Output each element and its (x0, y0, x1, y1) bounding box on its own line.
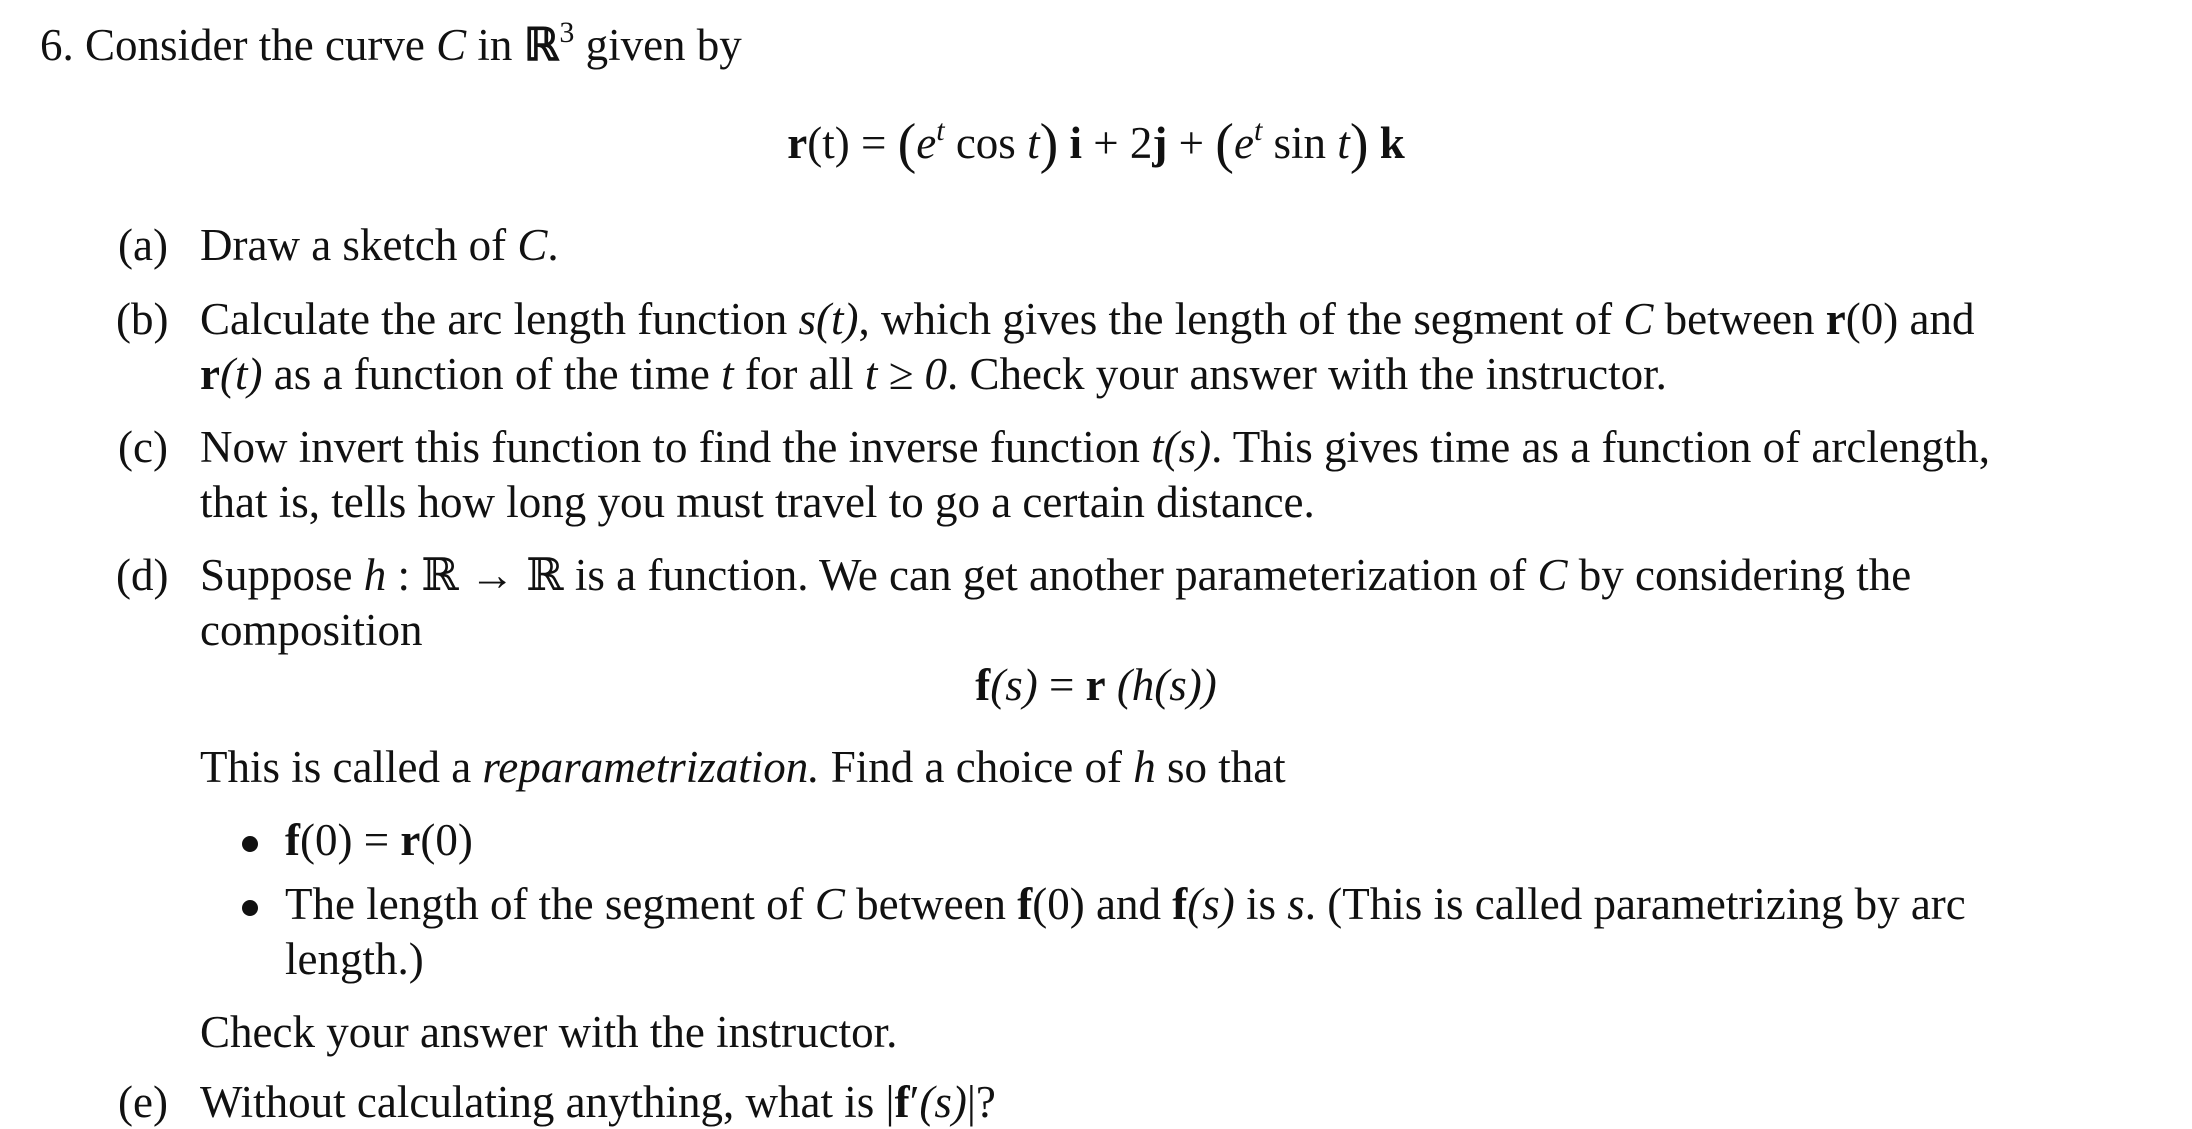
part-d-line3: This is called a reparametrization. Find a choice of h so that (200, 742, 1286, 792)
part-e-label: (e) (118, 1077, 168, 1127)
intro-text-after: given by (585, 20, 742, 70)
bullet-2-line2: length.) (285, 934, 424, 984)
part-c-line2: that is, tells how long you must travel to go a certain distance. (200, 477, 1315, 527)
part-d-line1: Suppose h : ℝ → ℝ is a function. We can get another parameterization of C by considering the (200, 550, 1912, 600)
bullet-2-line1: The length of the segment of C between f(0) and f(s) is s. (This is called parametrizing by arc (285, 879, 1966, 929)
part-c-label: (c) (118, 422, 168, 472)
bullet-marker (242, 836, 258, 852)
intro-text: Consider the curve (85, 20, 425, 70)
part-c-line1: Now invert this function to find the inverse function t(s). This gives time as a function of arclength, (200, 422, 1991, 472)
bullet-marker (242, 900, 258, 916)
intro-text-in: in (477, 20, 513, 70)
part-d-line2: composition (200, 605, 423, 655)
part-a-label: (a) (118, 220, 168, 270)
problem-number: 6. (40, 20, 74, 70)
equation-f: f(s) = r (h(s)) (975, 660, 1217, 710)
bullet-1: f(0) = r(0) (285, 815, 473, 865)
part-d-check: Check your answer with the instructor. (200, 1007, 898, 1057)
part-d-label: (d) (116, 550, 169, 600)
curve-symbol: C (436, 20, 467, 70)
part-b-label: (b) (116, 294, 169, 344)
equation-r: $r(t) = (e^t$ cos t) $i + 2j + (e^t$ sin t) k (787, 113, 1405, 175)
problem-statement (40, 18, 742, 72)
part-e-text: Without calculating anything, what is |f′(s)|? (200, 1077, 996, 1127)
part-a-text: Draw a sketch of C. (200, 220, 559, 270)
part-b-line2: r(t) as a function of the time t for all t ≥ 0. Check your answer with the instructor. (200, 349, 1667, 399)
part-b-line1: Calculate the arc length function s(t), which gives the length of the segment of C between r(0) and (200, 294, 1975, 344)
space-symbol: ℝ$^3$ (523, 16, 575, 70)
